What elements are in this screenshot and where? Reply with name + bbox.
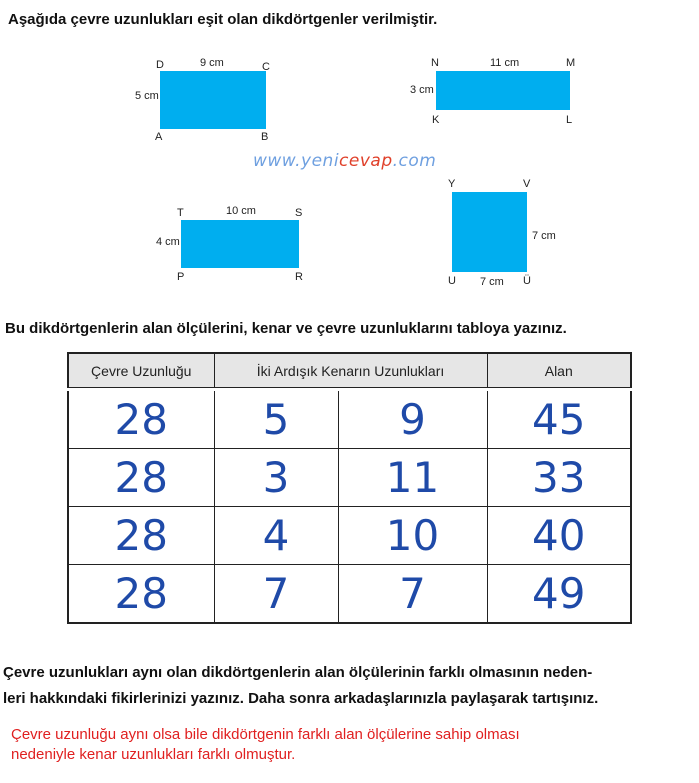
cell-area: 45 (487, 390, 631, 449)
watermark-part: .com (392, 151, 437, 171)
corner-label: T (177, 207, 184, 219)
header-side-lengths: İki Ardışık Kenarın Uzunlukları (214, 353, 487, 390)
side-length-label: 3 cm (410, 84, 434, 96)
question-3-line-1: Çevre uzunlukları aynı olan dikdörtgenlerin alan ölçülerinin farklı olmasının neden- (3, 664, 593, 681)
table-row (68, 390, 631, 449)
cell-perimeter: 28 (68, 565, 214, 624)
cell-perimeter: 28 (68, 507, 214, 565)
watermark-part: www.yeni (253, 151, 340, 171)
table-row (68, 565, 631, 624)
corner-label: Y (448, 178, 456, 190)
square-uvy-shape (452, 192, 527, 272)
answer-line-1: Çevre uzunluğu aynı olsa bile dikdörtgenin farklı alan ölçülerine sahip olması (11, 726, 520, 743)
cell-side-a: 4 (214, 507, 338, 565)
side-length-label: 7 cm (532, 230, 556, 242)
corner-label: M (566, 57, 576, 69)
corner-label: B (261, 131, 269, 143)
side-length-label: 11 cm (490, 57, 520, 69)
side-length-label: 9 cm (200, 57, 224, 69)
cell-area: 49 (487, 565, 631, 624)
table-row (68, 507, 631, 565)
cell-side-a: 3 (214, 449, 338, 507)
answer-table (67, 352, 632, 624)
table-header-row (68, 353, 631, 390)
rectangle-prst-shape (181, 220, 299, 268)
side-length-label: 10 cm (226, 205, 256, 217)
corner-label: V (523, 178, 531, 190)
rectangle-abcd-shape (160, 71, 266, 129)
corner-label: L (566, 114, 573, 126)
question-3-line-2: leri hakkındaki fikirlerinizi yazınız. Daha sonra arkadaşlarınızla paylaşarak tartışınız. (3, 690, 599, 707)
cell-side-b: 7 (338, 565, 487, 624)
question-1: Aşağıda çevre uzunlukları eşit olan dikdörtgenler verilmiştir. (8, 11, 438, 28)
corner-label: D (156, 59, 164, 71)
cell-side-a: 7 (214, 565, 338, 624)
table-row (68, 449, 631, 507)
corner-label: S (295, 207, 303, 219)
corner-label: R (295, 271, 303, 283)
corner-label: Ü (523, 275, 531, 287)
cell-side-b: 9 (338, 390, 487, 449)
cell-area: 33 (487, 449, 631, 507)
side-length-label: 7 cm (480, 276, 504, 288)
answer-line-2: nedeniyle kenar uzunlukları farklı olmuştur. (11, 746, 296, 763)
cell-perimeter: 28 (68, 390, 214, 449)
side-length-label: 5 cm (135, 90, 159, 102)
corner-label: P (177, 271, 185, 283)
corner-label: K (432, 114, 440, 126)
corner-label: C (262, 61, 270, 73)
side-length-label: 4 cm (156, 236, 180, 248)
rectangle-klmn-shape (436, 71, 570, 110)
watermark-text (253, 151, 436, 171)
cell-area: 40 (487, 507, 631, 565)
corner-label: N (431, 57, 439, 69)
corner-label: U (448, 275, 456, 287)
corner-label: A (155, 131, 163, 143)
cell-side-b: 11 (338, 449, 487, 507)
header-perimeter: Çevre Uzunluğu (68, 353, 214, 390)
header-area: Alan (487, 353, 631, 390)
cell-side-a: 5 (214, 390, 338, 449)
watermark-part: cevap (339, 151, 393, 171)
cell-perimeter: 28 (68, 449, 214, 507)
question-2: Bu dikdörtgenlerin alan ölçülerini, kenar ve çevre uzunluklarını tabloya yazınız. (5, 320, 567, 337)
cell-side-b: 10 (338, 507, 487, 565)
